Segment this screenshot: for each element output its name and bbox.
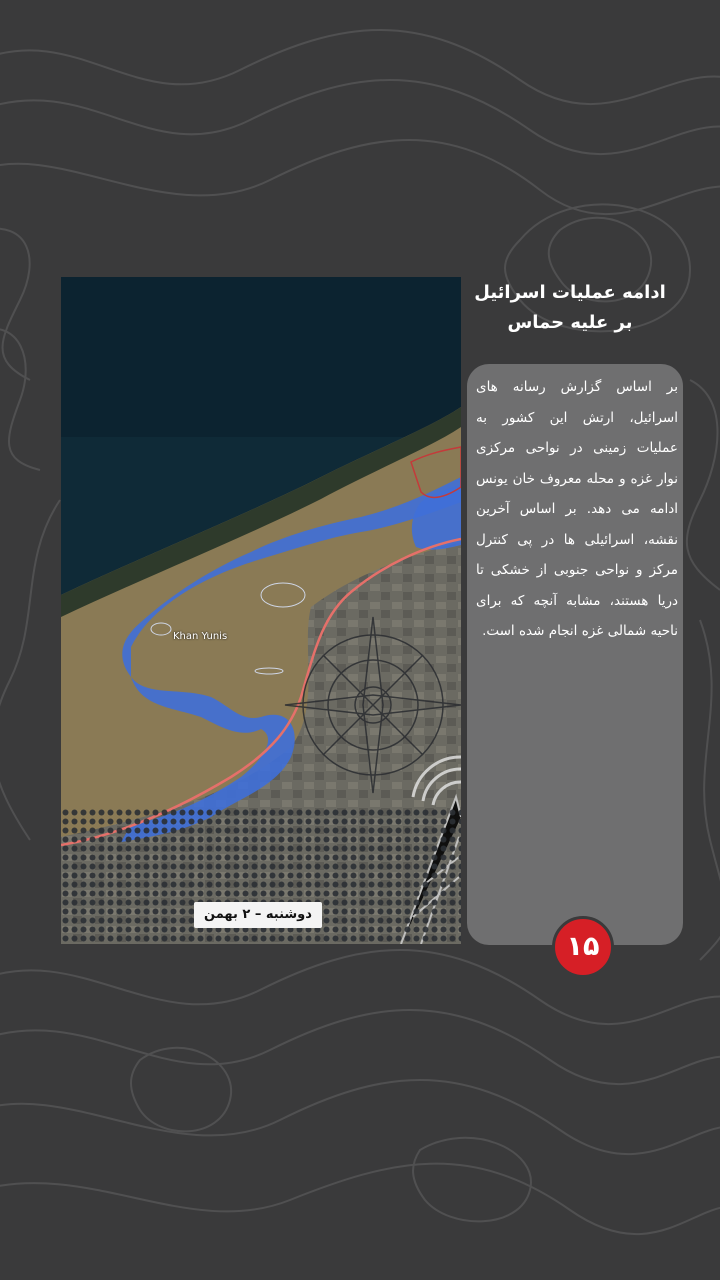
map-image (61, 277, 461, 944)
date-badge: دوشنبه – ۲ بهمن (194, 902, 322, 928)
body-text: بر اساس گزارش رسانه های اسرائیل، ارتش این کشور به عملیات زمینی در نواحی مرکزی نوار غزه و محله معروف خان یونس ادامه می دهد. بر اساس آخرین نقشه، اسرائیلی ها در پی کنترل مرکز و نواحی جنوبی از خشکی تا دریا هستند، مشابه آنچه که برای ناحیه شمالی غزه انجام شده است. (476, 379, 678, 639)
map-place-label: Khan Yunis (173, 631, 228, 642)
title-line-1: ادامه عملیات اسرائیل (474, 282, 666, 303)
page-number-badge: ۱۵ (552, 916, 614, 978)
title-line-2: بر علیه حماس (507, 312, 633, 333)
post-title (470, 278, 670, 338)
